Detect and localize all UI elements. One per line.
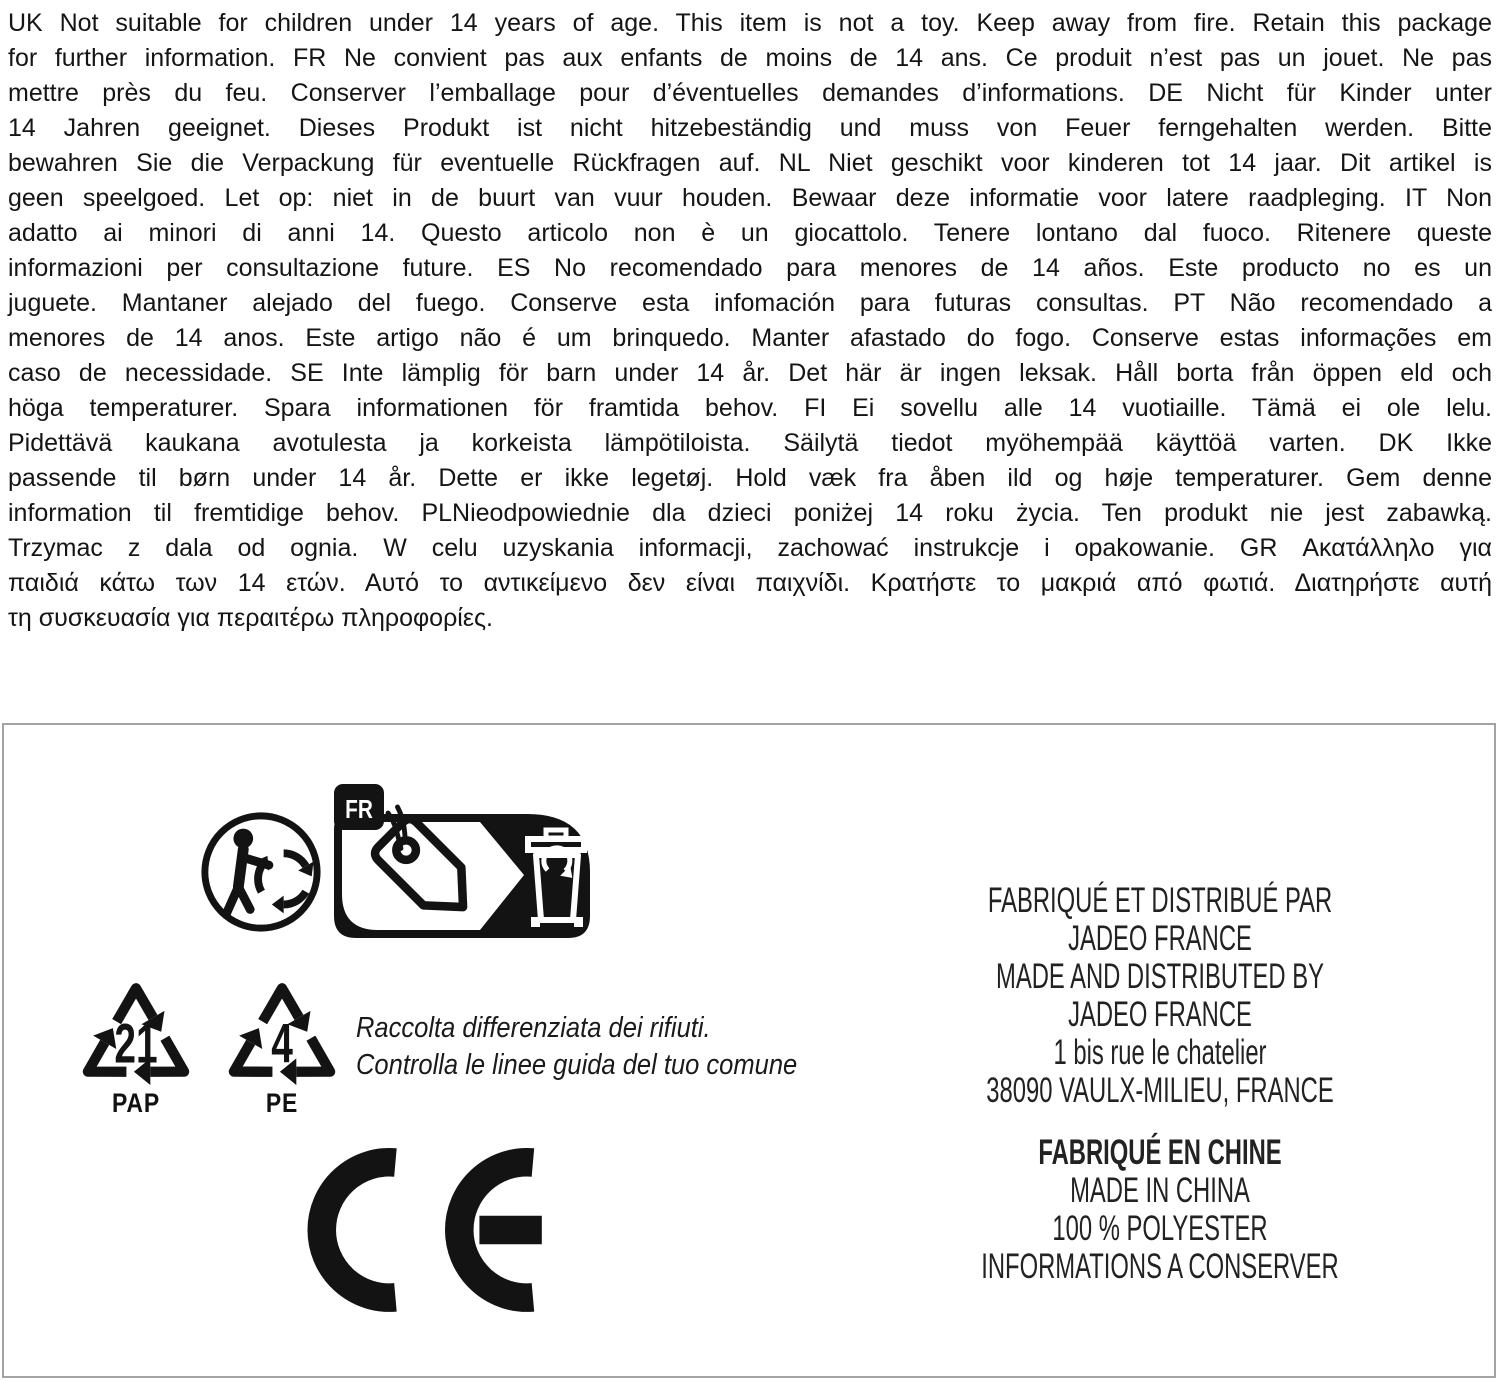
warning-line: bewahren Sie die Verpackung für eventuelle Rückfragen auf. NL Niet geschikt voor kinderen tot 14 jaar. Dit artikel is bbox=[8, 149, 1492, 177]
warning-line: geen speelgoed. Let op: niet in de buurt van vuur houden. Bewaar deze informatie voor latere raadpleging. IT Non bbox=[8, 184, 1492, 212]
origin-block bbox=[956, 1134, 1364, 1286]
warning-line: παιδιά κάτω των 14 ετών. Αυτό το αντικείμενο δεν είναι παιχνίδι. Κρατήστε το μακριά από φωτιά. Διατηρήστε αυτή bbox=[8, 569, 1492, 597]
sorting-note-line: Controlla le linee guida del tuo comune bbox=[356, 1049, 798, 1081]
ce-mark bbox=[307, 1146, 545, 1319]
warning-line: passende til børn under 14 år. Dette er ikke legetøj. Hold væk fra åben ild og høje temperaturer. Gem denne bbox=[8, 464, 1492, 492]
warning-line: mettre près du feu. Conserver l’emballage pour d’éventuelles demandes d’informations. DE Nicht für Kinder unter bbox=[8, 79, 1492, 107]
sorting-note bbox=[356, 1010, 849, 1084]
warning-line: menores de 14 anos. Este artigo não é um brinquedo. Manter afastado do fogo. Conserve estas informações em bbox=[8, 324, 1492, 352]
warning-line: τη συσκευασία για περαιτέρω πληροφορίες. bbox=[8, 604, 493, 632]
warning-line: Pidettävä kaukana avotulesta ja korkeista lämpötiloista. Säilytä tiedot myöhempää käyttöä varten. DK Ikke bbox=[8, 429, 1492, 457]
warning-line: adatto ai minori di anni 14. Questo articolo non è un giocattolo. Tenere lontano dal fuoco. Ritenere queste bbox=[8, 219, 1492, 247]
manufacturer-line: MADE AND DISTRIBUTED BY JADEO FRANCE bbox=[996, 957, 1324, 1034]
manufacturer-line: 38090 VAULX-MILIEU, FRANCE bbox=[986, 1071, 1334, 1110]
recycling-code-pe4-icon bbox=[220, 978, 344, 1085]
origin-line: MADE IN CHINA bbox=[1070, 1171, 1250, 1210]
warning-line: UK Not suitable for children under 14 years of age. This item is not a toy. Keep away from fire. Retain this package bbox=[8, 9, 1492, 37]
warning-line: höga temperaturer. Spara informationen för framtida behov. FI Ei sovellu alle 14 vuotiaille. Tämä ei ole lelu. bbox=[8, 394, 1492, 422]
regulatory-info-box bbox=[2, 723, 1496, 1378]
material-label-pap: PAP bbox=[111, 1088, 161, 1118]
warning-line: juguete. Mantaner alejado del fuego. Conserve esta infomación para futuras consultas. PT Não recomendado a bbox=[8, 289, 1492, 317]
fr-sorting-info-icon bbox=[332, 784, 592, 941]
ce-mark-icon bbox=[307, 1146, 545, 1314]
warning-line: information til fremtidige behov. PLNieodpowiednie dla dzieci poniżej 14 roku życia. Ten produkt nie jest zabawką. bbox=[8, 499, 1492, 527]
fr-tab-label: FR bbox=[345, 794, 373, 824]
warning-line: caso de necessidade. SE Inte lämplig för barn under 14 år. Det här är ingen leksak. Håll borta från öppen eld och bbox=[8, 359, 1492, 387]
sorting-note-line: Raccolta differenziata dei rifiuti. bbox=[356, 1012, 711, 1044]
warning-line: 14 Jahren geeignet. Dieses Produkt ist nicht hitzebeständig und muss von Feuer ferngehalten werden. Bitte bbox=[8, 114, 1492, 142]
manufacturer-info bbox=[860, 882, 1460, 1286]
recycling-code-number: 21 bbox=[114, 1013, 158, 1076]
manufacturer-line: 1 bis rue le chatelier bbox=[1053, 1033, 1267, 1072]
material-label-pe: PE bbox=[265, 1088, 299, 1118]
recycling-code-pap21-icon bbox=[74, 978, 198, 1085]
origin-line: INFORMATIONS A CONSERVER bbox=[981, 1247, 1339, 1286]
origin-line: FABRIQUÉ EN CHINE bbox=[1038, 1133, 1282, 1172]
manufacturer-address-block bbox=[956, 882, 1364, 1110]
recycling-code-number: 4 bbox=[271, 1013, 293, 1076]
multilingual-warning-text bbox=[8, 6, 1492, 636]
warning-line: informazioni per consultazione future. ES No recomendado para menores de 14 años. Este producto no es un bbox=[8, 254, 1492, 282]
origin-line: 100 % POLYESTER bbox=[1052, 1209, 1268, 1248]
triman-recycling-icon bbox=[197, 808, 325, 936]
warning-line: for further information. FR Ne convient pas aux enfants de moins de 14 ans. Ce produit n’est pas un jouet. Ne pas bbox=[8, 44, 1492, 72]
manufacturer-line: FABRIQUÉ ET DISTRIBUÉ PAR JADEO FRANCE bbox=[987, 881, 1333, 958]
warning-line: Trzymac z dala od ognia. W celu uzyskania informacji, zachować instrukcje i opakowanie. GR Ακατάλληλο για bbox=[8, 534, 1492, 562]
